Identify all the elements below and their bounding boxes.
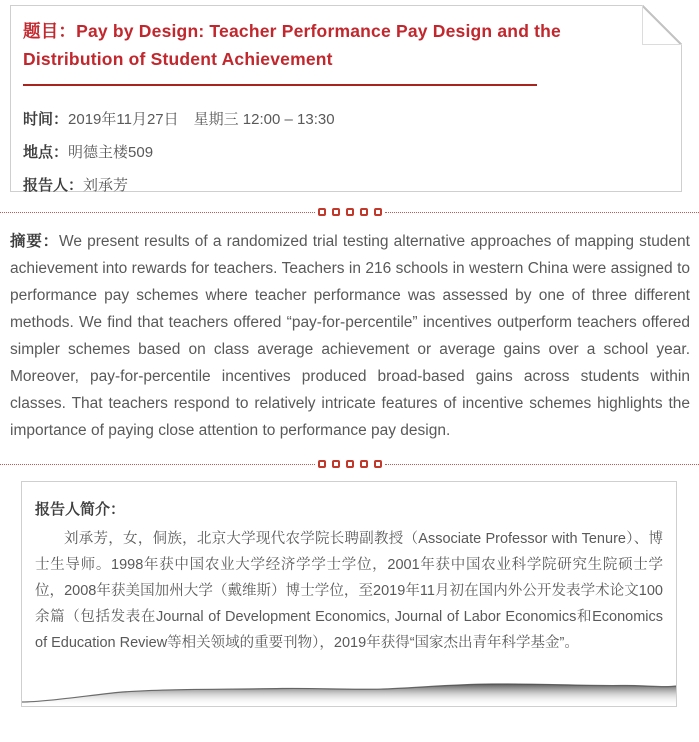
circle-ornament-icon xyxy=(374,460,382,468)
dotted-line xyxy=(0,464,315,465)
circle-ornament-icon xyxy=(360,208,368,216)
title-underline xyxy=(23,84,537,86)
bio-heading: 报告人简介： xyxy=(35,498,663,522)
circle-ornament-icon xyxy=(332,208,340,216)
seminar-announcement-page xyxy=(0,5,699,742)
time-row xyxy=(23,103,667,136)
dotted-line xyxy=(0,212,315,213)
seminar-info-list xyxy=(23,103,667,202)
circle-ornament-icon xyxy=(360,460,368,468)
location-row xyxy=(23,136,667,169)
location-value: 明德主楼509 xyxy=(68,144,153,161)
time-value: 2019年11月27日 星期三 12:00 – 13:30 xyxy=(68,111,335,128)
section-divider-bottom xyxy=(0,458,699,470)
bio-text: 刘承芳，女，侗族，北京大学现代农学院长聘副教授（Associate Professor with Tenure）、博士生导师。1998年获中国农业大学经济学学士学位，2001年获中国农业科学院研究生院硕士学位，2008年获美国加州大学（戴维斯）博士学位，至2019年11月初在国内外公开发表学术论文100余篇（包括发表在Journal of Development Economics, Journal of Labor Economics和Economics of Education Review等相关领域的重要刊物），2019年获得“国家杰出青年科学基金”。 xyxy=(35,526,663,656)
abstract-text: We present results of a randomized trial testing alternative approaches of mapping student achievement into rewards for teachers. Teachers in 216 schools in western China were assigned to performance pay schemes where teacher performance was assessed by one of three different methods. We find that teachers offered “pay-for-percentile” incentives outperform teachers offered simpler schemes based on class average achievement or average gains over a school year. Moreover, pay-for-percentile incentives produced broad-based gains across students within classes. That teachers respond to relatively intricate features of incentive schemes highlights the importance of paying close attention to performance pay design. xyxy=(10,233,690,439)
title-label: 题目： xyxy=(23,21,76,41)
title-text: Pay by Design: Teacher Performance Pay Design and the Distribution of Student Achievement xyxy=(23,21,561,69)
location-label: 地点： xyxy=(23,144,68,161)
circle-ornament-icon xyxy=(318,460,326,468)
dotted-line xyxy=(385,464,699,465)
torn-paper-edge-icon xyxy=(22,676,676,706)
circle-ornament-icon xyxy=(318,208,326,216)
seminar-title xyxy=(23,17,623,73)
speaker-row xyxy=(23,169,667,202)
abstract-label: 摘要： xyxy=(10,233,59,250)
abstract-paragraph xyxy=(10,228,690,444)
circle-ornament-icon xyxy=(374,208,382,216)
speaker-label: 报告人： xyxy=(23,177,83,194)
page-fold-corner-icon xyxy=(642,5,682,45)
time-label: 时间： xyxy=(23,111,68,128)
speaker-value: 刘承芳 xyxy=(83,177,128,194)
header-card xyxy=(10,5,682,192)
circle-ornament-icon xyxy=(346,460,354,468)
section-divider-top xyxy=(0,206,699,218)
dotted-line xyxy=(385,212,699,213)
circle-ornament-icon xyxy=(332,460,340,468)
circle-ornament-icon xyxy=(346,208,354,216)
speaker-bio-card xyxy=(21,481,677,707)
